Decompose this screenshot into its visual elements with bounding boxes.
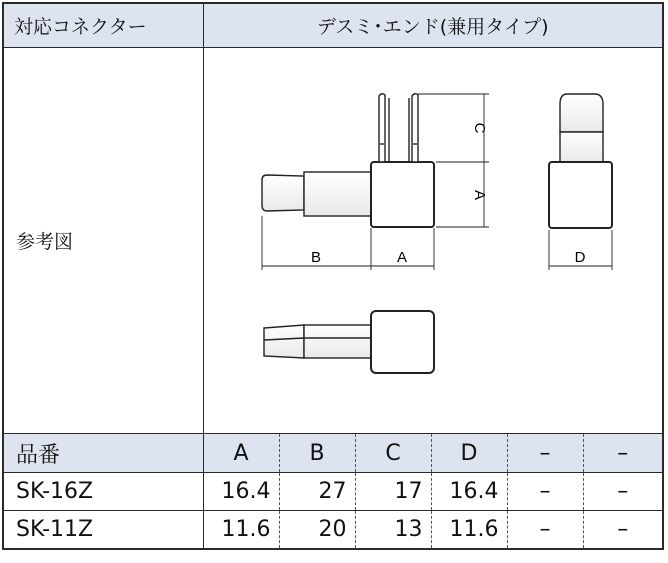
diagram-area	[203, 48, 663, 434]
dim-label-c: C	[470, 122, 488, 134]
part-number: SK-16Z	[3, 473, 203, 511]
value-blank-1: –	[507, 511, 583, 550]
value-c: 13	[355, 511, 431, 550]
col-header-b: B	[279, 434, 355, 473]
connector-label: 対応コネクター	[3, 3, 203, 48]
value-d: 11.6	[431, 511, 507, 550]
col-header-d: D	[431, 434, 507, 473]
part-number: SK-11Z	[3, 511, 203, 550]
header-row	[3, 3, 663, 48]
table-row	[3, 473, 663, 511]
dim-label-a-bottom: A	[396, 249, 407, 266]
part-number-label: 品番	[3, 434, 203, 473]
dim-label-d: D	[574, 249, 585, 266]
col-header-blank-1: –	[507, 434, 583, 473]
column-header-row	[3, 434, 663, 473]
col-header-a: A	[203, 434, 279, 473]
col-header-c: C	[355, 434, 431, 473]
value-blank-2: –	[583, 511, 663, 550]
diagram-label: 参考図	[3, 48, 203, 434]
table-row	[3, 511, 663, 550]
value-b: 20	[279, 511, 355, 550]
product-name: デスミ･エンド(兼用タイプ)	[203, 3, 663, 48]
spec-table	[2, 2, 664, 550]
value-blank-2: –	[583, 473, 663, 511]
angled-connector-front-view	[262, 94, 434, 227]
dim-label-b: B	[310, 249, 321, 266]
value-b: 27	[279, 473, 355, 511]
straight-connector-view	[264, 311, 434, 373]
col-header-blank-2: –	[583, 434, 663, 473]
dim-label-a-side: A	[470, 189, 488, 201]
value-blank-1: –	[507, 473, 583, 511]
connector-side-view	[549, 94, 612, 228]
value-a: 11.6	[203, 511, 279, 550]
value-c: 17	[355, 473, 431, 511]
value-a: 16.4	[203, 473, 279, 511]
value-d: 16.4	[431, 473, 507, 511]
diagram-row	[3, 48, 663, 434]
reference-drawing	[204, 48, 662, 433]
